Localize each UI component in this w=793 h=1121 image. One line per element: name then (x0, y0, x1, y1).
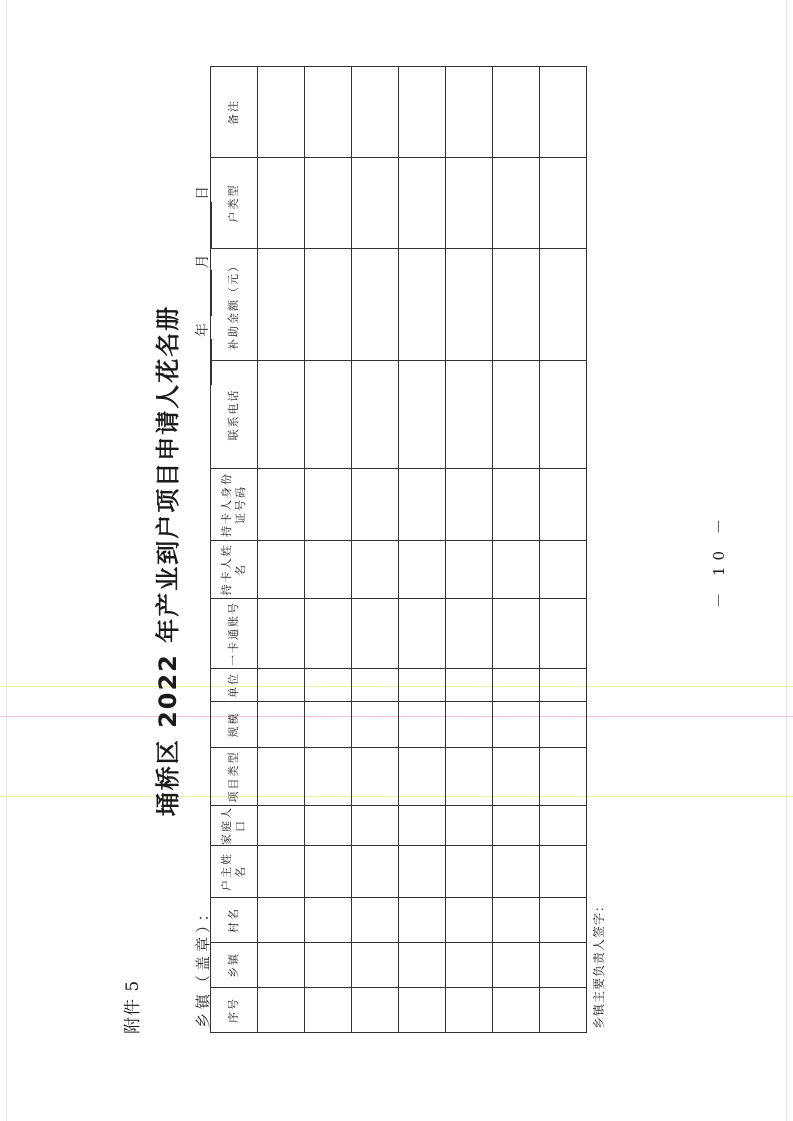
table-cell[interactable] (258, 669, 305, 702)
table-cell[interactable] (305, 988, 352, 1033)
table-cell[interactable] (540, 541, 587, 599)
table-cell[interactable] (446, 599, 493, 669)
page-number: － 10 － (710, 513, 728, 608)
table-cell[interactable] (540, 806, 587, 846)
table-cell[interactable] (540, 599, 587, 669)
table-cell[interactable] (305, 806, 352, 846)
table-cell[interactable] (399, 158, 446, 249)
table-row (493, 67, 540, 1033)
table-cell[interactable] (352, 158, 399, 249)
table-cell[interactable] (258, 599, 305, 669)
table-cell[interactable] (399, 988, 446, 1033)
table-cell[interactable] (305, 541, 352, 599)
table-cell[interactable] (493, 469, 540, 541)
table-cell[interactable] (352, 249, 399, 361)
table-cell[interactable] (258, 748, 305, 806)
table-cell[interactable] (446, 469, 493, 541)
table-cell[interactable] (399, 599, 446, 669)
table-cell[interactable] (446, 158, 493, 249)
table-cell[interactable] (258, 541, 305, 599)
table-cell[interactable] (493, 541, 540, 599)
column-header: 持卡人身份证号码 (211, 469, 258, 541)
table-cell[interactable] (493, 806, 540, 846)
table-cell[interactable] (352, 846, 399, 898)
table-cell[interactable] (352, 898, 399, 943)
table-cell[interactable] (493, 702, 540, 748)
table-cell[interactable] (305, 943, 352, 988)
table-cell[interactable] (305, 669, 352, 702)
column-header: 联系电话 (211, 361, 258, 469)
table-cell[interactable] (258, 67, 305, 158)
table-cell[interactable] (352, 541, 399, 599)
table-cell[interactable] (258, 943, 305, 988)
table-cell[interactable] (305, 67, 352, 158)
table-cell[interactable] (493, 67, 540, 158)
town-seal-label: 乡镇（盖章）： (194, 902, 212, 1028)
table-cell[interactable] (493, 361, 540, 469)
table-cell[interactable] (399, 67, 446, 158)
table-cell[interactable] (399, 249, 446, 361)
table-cell[interactable] (446, 748, 493, 806)
applicant-roster-table (210, 66, 587, 1033)
table-cell[interactable] (493, 249, 540, 361)
attachment-label: 附件 5 (123, 979, 143, 1034)
table-cell[interactable] (258, 806, 305, 846)
table-header-row (211, 67, 258, 1033)
table-row (305, 67, 352, 1033)
table-cell[interactable] (540, 943, 587, 988)
table-cell[interactable] (399, 846, 446, 898)
table-cell[interactable] (399, 806, 446, 846)
roster-body (258, 67, 587, 1033)
table-cell[interactable] (446, 806, 493, 846)
table-cell[interactable] (258, 846, 305, 898)
table-cell[interactable] (352, 469, 399, 541)
table-cell[interactable] (258, 469, 305, 541)
table-cell[interactable] (493, 846, 540, 898)
table-cell[interactable] (305, 898, 352, 943)
table-cell[interactable] (493, 599, 540, 669)
table-cell[interactable] (493, 898, 540, 943)
table-cell[interactable] (258, 702, 305, 748)
table-cell[interactable] (399, 361, 446, 469)
table-row (399, 67, 446, 1033)
table-cell[interactable] (446, 541, 493, 599)
table-row (540, 67, 587, 1033)
table-cell[interactable] (540, 249, 587, 361)
table-cell[interactable] (540, 748, 587, 806)
table-cell[interactable] (446, 67, 493, 158)
column-header: 户类型 (211, 158, 258, 249)
table-cell[interactable] (352, 67, 399, 158)
table-cell[interactable] (493, 669, 540, 702)
column-header: 规模 (211, 702, 258, 748)
table-cell[interactable] (446, 361, 493, 469)
table-cell[interactable] (446, 249, 493, 361)
table-cell[interactable] (399, 702, 446, 748)
year-label: 年 (195, 322, 211, 337)
table-cell[interactable] (540, 846, 587, 898)
table-cell[interactable] (446, 943, 493, 988)
table-cell[interactable] (305, 469, 352, 541)
column-header: 单位 (211, 669, 258, 702)
table-cell[interactable] (352, 361, 399, 469)
day-label: 日 (195, 186, 211, 200)
table-cell[interactable] (540, 361, 587, 469)
table-cell[interactable] (446, 898, 493, 943)
table-cell[interactable] (540, 988, 587, 1033)
column-header: 持卡人姓名 (211, 541, 258, 599)
table-cell[interactable] (305, 748, 352, 806)
table-cell[interactable] (399, 898, 446, 943)
table-cell[interactable] (305, 361, 352, 469)
table-cell[interactable] (540, 669, 587, 702)
table-cell[interactable] (305, 249, 352, 361)
column-header: 村名 (211, 898, 258, 943)
table-cell[interactable] (305, 702, 352, 748)
table-cell[interactable] (352, 702, 399, 748)
table-cell[interactable] (258, 249, 305, 361)
table-cell[interactable] (352, 599, 399, 669)
column-header: 项目类型 (211, 748, 258, 806)
table-row (258, 67, 305, 1033)
table-row (352, 67, 399, 1033)
document-title: 埇桥区 2022 年产业到户项目申请人花名册 (154, 304, 182, 817)
month-label: 月 (195, 254, 211, 269)
column-header: 一卡通账号 (211, 599, 258, 669)
table-cell[interactable] (258, 988, 305, 1033)
table-cell[interactable] (446, 702, 493, 748)
table-cell[interactable] (399, 669, 446, 702)
table-cell[interactable] (540, 702, 587, 748)
table-cell[interactable] (540, 898, 587, 943)
table-cell[interactable] (352, 988, 399, 1033)
table-cell[interactable] (305, 599, 352, 669)
column-header: 户主姓名 (211, 846, 258, 898)
column-header: 补助金额（元） (211, 249, 258, 361)
table-cell[interactable] (352, 806, 399, 846)
table-cell[interactable] (493, 158, 540, 249)
column-header: 乡镇 (211, 943, 258, 988)
table-cell[interactable] (493, 748, 540, 806)
table-cell[interactable] (399, 748, 446, 806)
table-cell[interactable] (399, 469, 446, 541)
table-cell[interactable] (540, 67, 587, 158)
table-cell[interactable] (352, 748, 399, 806)
column-header: 序号 (211, 988, 258, 1033)
column-header: 家庭人口 (211, 806, 258, 846)
table-cell[interactable] (258, 158, 305, 249)
table-cell[interactable] (446, 669, 493, 702)
table-cell[interactable] (305, 846, 352, 898)
table-cell[interactable] (493, 988, 540, 1033)
table-cell[interactable] (258, 898, 305, 943)
table-cell[interactable] (305, 158, 352, 249)
table-cell[interactable] (493, 943, 540, 988)
table-cell[interactable] (399, 541, 446, 599)
table-cell[interactable] (540, 158, 587, 249)
column-header: 备注 (211, 67, 258, 158)
signature-label: 乡镇主要负责人签字： (592, 898, 606, 1029)
table-cell[interactable] (446, 846, 493, 898)
table-cell[interactable] (446, 988, 493, 1033)
table-row (446, 67, 493, 1033)
date-field (192, 186, 212, 387)
table-cell[interactable] (352, 943, 399, 988)
table-cell[interactable] (352, 669, 399, 702)
table-cell[interactable] (258, 361, 305, 469)
table-cell[interactable] (399, 943, 446, 988)
table-cell[interactable] (540, 469, 587, 541)
